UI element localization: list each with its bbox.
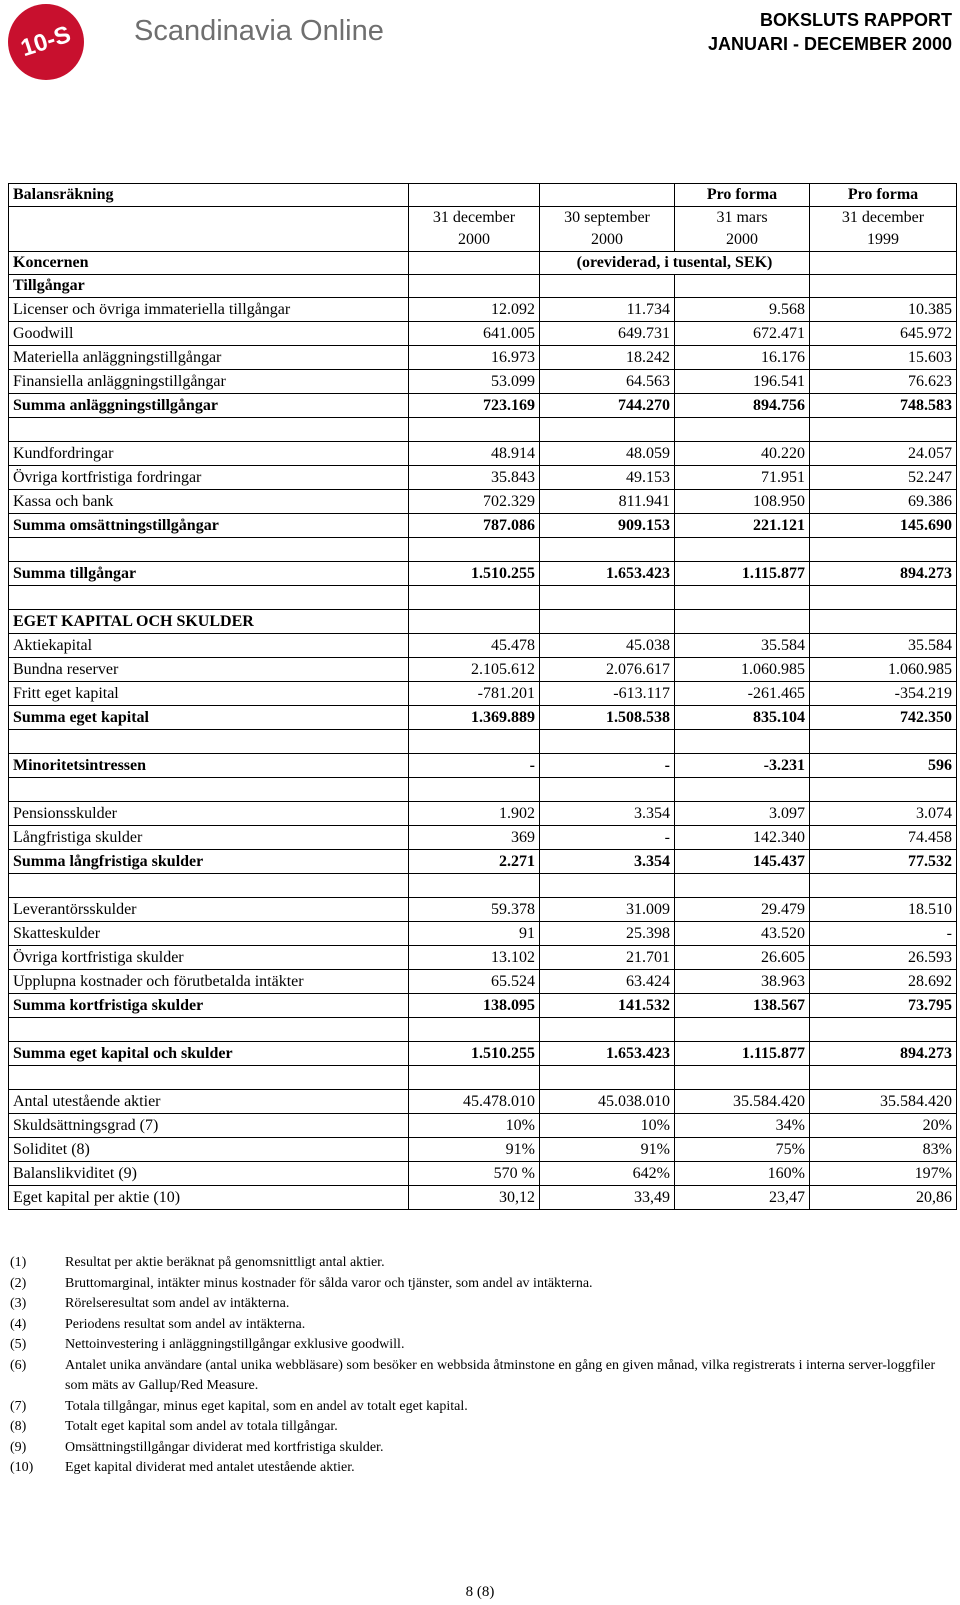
cell-value: 909.153 [540, 514, 675, 538]
cell-value: 1.510.255 [409, 562, 540, 586]
cell-value: 38.963 [675, 970, 810, 994]
table-row [9, 1138, 957, 1162]
spacer-row [9, 778, 957, 802]
cell-value: 894.273 [810, 562, 957, 586]
table-row [9, 850, 957, 874]
cell-value: 1.115.877 [675, 1042, 810, 1066]
cell-value: 20% [810, 1114, 957, 1138]
cell-value: 9.568 [675, 298, 810, 322]
row-label: Finansiella anläggningstillgångar [9, 370, 409, 394]
spacer-row [9, 1066, 957, 1090]
cell-value: 3.354 [540, 850, 675, 874]
footnote-text: Nettoinvestering i anläggningstillgångar exklusive goodwill. [65, 1337, 405, 1352]
cell-value: 2.076.617 [540, 658, 675, 682]
cell-value: 21.701 [540, 946, 675, 970]
table-row [9, 394, 957, 418]
group-label: Koncernen [9, 252, 409, 275]
cell-value: 2.271 [409, 850, 540, 874]
footnote [10, 1458, 950, 1479]
cell-value: 641.005 [409, 322, 540, 346]
cell-value: 197% [810, 1162, 957, 1186]
table-row [9, 682, 957, 706]
cell-value: 1.653.423 [540, 1042, 675, 1066]
row-label: Summa kortfristiga skulder [9, 994, 409, 1018]
table-row [9, 1042, 957, 1066]
table-row [9, 562, 957, 586]
cell-value: 75% [675, 1138, 810, 1162]
footnote [10, 1315, 950, 1336]
cell-value: - [810, 922, 957, 946]
row-label: Kundfordringar [9, 442, 409, 466]
cell-value: 11.734 [540, 298, 675, 322]
table-row [9, 298, 957, 322]
row-label: Summa eget kapital och skulder [9, 1042, 409, 1066]
row-label: Antal utestående aktier [9, 1090, 409, 1114]
cell-value: 2.105.612 [409, 658, 540, 682]
footnote [10, 1294, 950, 1315]
balance-sheet-table [8, 183, 957, 1210]
table-row [9, 322, 957, 346]
cell-value: 74.458 [810, 826, 957, 850]
cell-value: 12.092 [409, 298, 540, 322]
cell-value: 3.097 [675, 802, 810, 826]
cell-value: 1.060.985 [810, 658, 957, 682]
table-title-row [9, 184, 957, 207]
table-row [9, 802, 957, 826]
report-title-line1: BOKSLUTS RAPPORT [759, 10, 952, 30]
section-row [9, 275, 957, 298]
table-row [9, 1114, 957, 1138]
cell-value: 28.692 [810, 970, 957, 994]
cell-value: 29.479 [675, 898, 810, 922]
cell-value: 221.121 [675, 514, 810, 538]
row-label: Upplupna kostnader och förutbetalda intäkter [9, 970, 409, 994]
cell-value: 24.057 [810, 442, 957, 466]
spacer-row [9, 418, 957, 442]
cell-value: 141.532 [540, 994, 675, 1018]
cell-value: 894.756 [675, 394, 810, 418]
footnote-number: (6) [10, 1357, 27, 1373]
footnote-text: Rörelseresultat som andel av intäkterna. [65, 1296, 290, 1311]
spacer-row [9, 730, 957, 754]
cell-value: 742.350 [810, 706, 957, 730]
cell-value: 40.220 [675, 442, 810, 466]
footnote-number: (4) [10, 1316, 27, 1332]
cell-value: -261.465 [675, 682, 810, 706]
cell-value: 702.329 [409, 490, 540, 514]
footnote-text: Resultat per aktie beräknat på genomsnittligt antal aktier. [65, 1255, 385, 1270]
cell-value: 26.593 [810, 946, 957, 970]
cell-value: 31.009 [540, 898, 675, 922]
footnote-number: (8) [10, 1419, 27, 1434]
row-label: Materiella anläggningstillgångar [9, 346, 409, 370]
row-label: Licenser och övriga immateriella tillgångar [9, 298, 409, 322]
cell-value: 645.972 [810, 322, 957, 346]
cell-value: 108.950 [675, 490, 810, 514]
cell-value: - [540, 826, 675, 850]
footnote [10, 1274, 950, 1295]
footnote-number: (5) [10, 1337, 27, 1352]
footnote-text: Antalet unika användare (antal unika webbläsare) som besöker en webbsida åtminstone en gång en given månad, vilka registrerats i interna server-loggfiler som mäts av Gallup/Red Measure. [65, 1357, 936, 1393]
group-row [9, 252, 957, 275]
cell-value: 26.605 [675, 946, 810, 970]
footnote-text: Totala tillgångar, minus eget kapital, som en andel av totalt eget kapital. [65, 1398, 468, 1414]
row-label: Summa anläggningstillgångar [9, 394, 409, 418]
cell-value: 642% [540, 1162, 675, 1186]
row-label: Aktiekapital [9, 634, 409, 658]
cell-value: 142.340 [675, 826, 810, 850]
table-row [9, 346, 957, 370]
cell-value: 138.095 [409, 994, 540, 1018]
cell-value: 35.584.420 [675, 1090, 810, 1114]
footnote [10, 1356, 950, 1397]
row-label: Skatteskulder [9, 922, 409, 946]
cell-value: 1.508.538 [540, 706, 675, 730]
proforma-label: Pro forma [810, 184, 957, 207]
cell-value: 723.169 [409, 394, 540, 418]
footnote-text: Omsättningstillgångar dividerat med kortfristiga skulder. [65, 1439, 384, 1455]
row-label: Minoritetsintressen [9, 754, 409, 778]
cell-value: 894.273 [810, 1042, 957, 1066]
footnote-text: Periodens resultat som andel av intäkterna. [65, 1316, 306, 1332]
cell-value: 18.242 [540, 346, 675, 370]
table-row [9, 1186, 957, 1210]
table-row [9, 1162, 957, 1186]
company-logo [8, 4, 84, 80]
page-number: 8 (8) [465, 1584, 495, 1600]
column-header: 31 mars 2000 [675, 207, 810, 252]
cell-value: 76.623 [810, 370, 957, 394]
spacer-row [9, 1018, 957, 1042]
table-body [9, 298, 957, 1210]
report-title-line2: JANUARI - DECEMBER 2000 [707, 34, 952, 54]
column-header-row [9, 207, 957, 252]
footnote [10, 1335, 950, 1356]
footnotes [10, 1253, 950, 1479]
table-row [9, 442, 957, 466]
cell-value: 1.902 [409, 802, 540, 826]
row-label: Bundna reserver [9, 658, 409, 682]
cell-value: 10.385 [810, 298, 957, 322]
cell-value: 13.102 [409, 946, 540, 970]
column-header: 31 december 2000 [409, 207, 540, 252]
table-row [9, 898, 957, 922]
cell-value: 1.060.985 [675, 658, 810, 682]
cell-value: 160% [675, 1162, 810, 1186]
proforma-label: Pro forma [675, 184, 810, 207]
row-label: Summa eget kapital [9, 706, 409, 730]
cell-value: 48.059 [540, 442, 675, 466]
cell-value: 71.951 [675, 466, 810, 490]
table-row [9, 946, 957, 970]
footnote-number: (3) [10, 1296, 27, 1311]
table-row [9, 970, 957, 994]
cell-value: 91% [540, 1138, 675, 1162]
cell-value: 48.914 [409, 442, 540, 466]
cell-value: -781.201 [409, 682, 540, 706]
cell-value: 20,86 [810, 1186, 957, 1210]
cell-value: 53.099 [409, 370, 540, 394]
cell-value: 15.603 [810, 346, 957, 370]
footnote-number: (9) [10, 1439, 27, 1455]
cell-value: 744.270 [540, 394, 675, 418]
footnote [10, 1397, 950, 1418]
cell-value: 145.437 [675, 850, 810, 874]
row-label: Långfristiga skulder [9, 826, 409, 850]
cell-value: 65.524 [409, 970, 540, 994]
cell-value: 35.584 [675, 634, 810, 658]
row-label: Skuldsättningsgrad (7) [9, 1114, 409, 1138]
section-equity: EGET KAPITAL OCH SKULDER [9, 610, 409, 634]
footnote-text: Totalt eget kapital som andel av totala tillgångar. [65, 1419, 338, 1434]
row-label: Leverantörsskulder [9, 898, 409, 922]
cell-value: 69.386 [810, 490, 957, 514]
cell-value: 73.795 [810, 994, 957, 1018]
cell-value: 91 [409, 922, 540, 946]
cell-value: 45.038.010 [540, 1090, 675, 1114]
table-row [9, 514, 957, 538]
table-row [9, 754, 957, 778]
cell-value: 10% [540, 1114, 675, 1138]
row-label: Balanslikviditet (9) [9, 1162, 409, 1186]
cell-value: 23,47 [675, 1186, 810, 1210]
row-label: Summa omsättningstillgångar [9, 514, 409, 538]
cell-value: 18.510 [810, 898, 957, 922]
cell-value: 1.369.889 [409, 706, 540, 730]
table-row [9, 634, 957, 658]
cell-value: 35.843 [409, 466, 540, 490]
footnote [10, 1417, 950, 1438]
unit-note: (oreviderad, i tusental, SEK) [540, 252, 810, 275]
table-row [9, 994, 957, 1018]
cell-value: 672.471 [675, 322, 810, 346]
table-row [9, 490, 957, 514]
spacer-row [9, 586, 957, 610]
section-row [9, 610, 957, 634]
footnote-number: (1) [10, 1255, 27, 1270]
cell-value: 16.176 [675, 346, 810, 370]
cell-value: 30,12 [409, 1186, 540, 1210]
row-label: Soliditet (8) [9, 1138, 409, 1162]
table-title: Balansräkning [9, 184, 409, 207]
cell-value: 16.973 [409, 346, 540, 370]
row-label: Övriga kortfristiga skulder [9, 946, 409, 970]
cell-value: 25.398 [540, 922, 675, 946]
column-header: 30 september 2000 [540, 207, 675, 252]
footnote-number: (10) [10, 1460, 34, 1475]
cell-value: 138.567 [675, 994, 810, 1018]
cell-value: - [409, 754, 540, 778]
cell-value: 83% [810, 1138, 957, 1162]
spacer-row [9, 538, 957, 562]
cell-value: 10% [409, 1114, 540, 1138]
brand-name: Scandinavia Online [134, 15, 384, 47]
cell-value: -354.219 [810, 682, 957, 706]
cell-value: 196.541 [675, 370, 810, 394]
cell-value: 1.115.877 [675, 562, 810, 586]
footnote [10, 1253, 950, 1274]
footnote-number: (2) [10, 1275, 27, 1291]
cell-value: 91% [409, 1138, 540, 1162]
cell-value: 3.354 [540, 802, 675, 826]
cell-value: 35.584 [810, 634, 957, 658]
row-label: Fritt eget kapital [9, 682, 409, 706]
footnote-text: Bruttomarginal, intäkter minus kostnader för sålda varor och tjänster, som andel av intäkterna. [65, 1275, 593, 1291]
row-label: Summa tillgångar [9, 562, 409, 586]
cell-value: 570 % [409, 1162, 540, 1186]
cell-value: 63.424 [540, 970, 675, 994]
table-row [9, 826, 957, 850]
row-label: Övriga kortfristiga fordringar [9, 466, 409, 490]
row-label: Goodwill [9, 322, 409, 346]
cell-value: 649.731 [540, 322, 675, 346]
column-header: 31 december 1999 [810, 207, 957, 252]
table-row [9, 1090, 957, 1114]
table-row [9, 922, 957, 946]
cell-value: 34% [675, 1114, 810, 1138]
cell-value: 45.038 [540, 634, 675, 658]
footnote [10, 1438, 950, 1459]
cell-value: 33,49 [540, 1186, 675, 1210]
cell-value: 3.074 [810, 802, 957, 826]
cell-value: 145.690 [810, 514, 957, 538]
cell-value: 748.583 [810, 394, 957, 418]
cell-value: 49.153 [540, 466, 675, 490]
cell-value: 45.478.010 [409, 1090, 540, 1114]
cell-value: 77.532 [810, 850, 957, 874]
cell-value: 1.510.255 [409, 1042, 540, 1066]
table-row [9, 706, 957, 730]
logo-text: 10-S [17, 20, 75, 63]
section-assets: Tillgångar [9, 275, 409, 298]
cell-value: 64.563 [540, 370, 675, 394]
cell-value: 1.653.423 [540, 562, 675, 586]
cell-value: 43.520 [675, 922, 810, 946]
table-row [9, 466, 957, 490]
report-title [708, 8, 952, 56]
table-row [9, 370, 957, 394]
cell-value: 811.941 [540, 490, 675, 514]
table-row [9, 658, 957, 682]
row-label: Kassa och bank [9, 490, 409, 514]
cell-value: 52.247 [810, 466, 957, 490]
row-label: Summa långfristiga skulder [9, 850, 409, 874]
cell-value: -613.117 [540, 682, 675, 706]
row-label: Pensionsskulder [9, 802, 409, 826]
cell-value: 45.478 [409, 634, 540, 658]
footnote-text: Eget kapital dividerat med antalet utestående aktier. [65, 1460, 355, 1475]
cell-value: - [540, 754, 675, 778]
cell-value: 59.378 [409, 898, 540, 922]
spacer-row [9, 874, 957, 898]
cell-value: 787.086 [409, 514, 540, 538]
cell-value: 596 [810, 754, 957, 778]
footnote-number: (7) [10, 1398, 27, 1414]
row-label: Eget kapital per aktie (10) [9, 1186, 409, 1210]
cell-value: 369 [409, 826, 540, 850]
cell-value: -3.231 [675, 754, 810, 778]
cell-value: 35.584.420 [810, 1090, 957, 1114]
cell-value: 835.104 [675, 706, 810, 730]
